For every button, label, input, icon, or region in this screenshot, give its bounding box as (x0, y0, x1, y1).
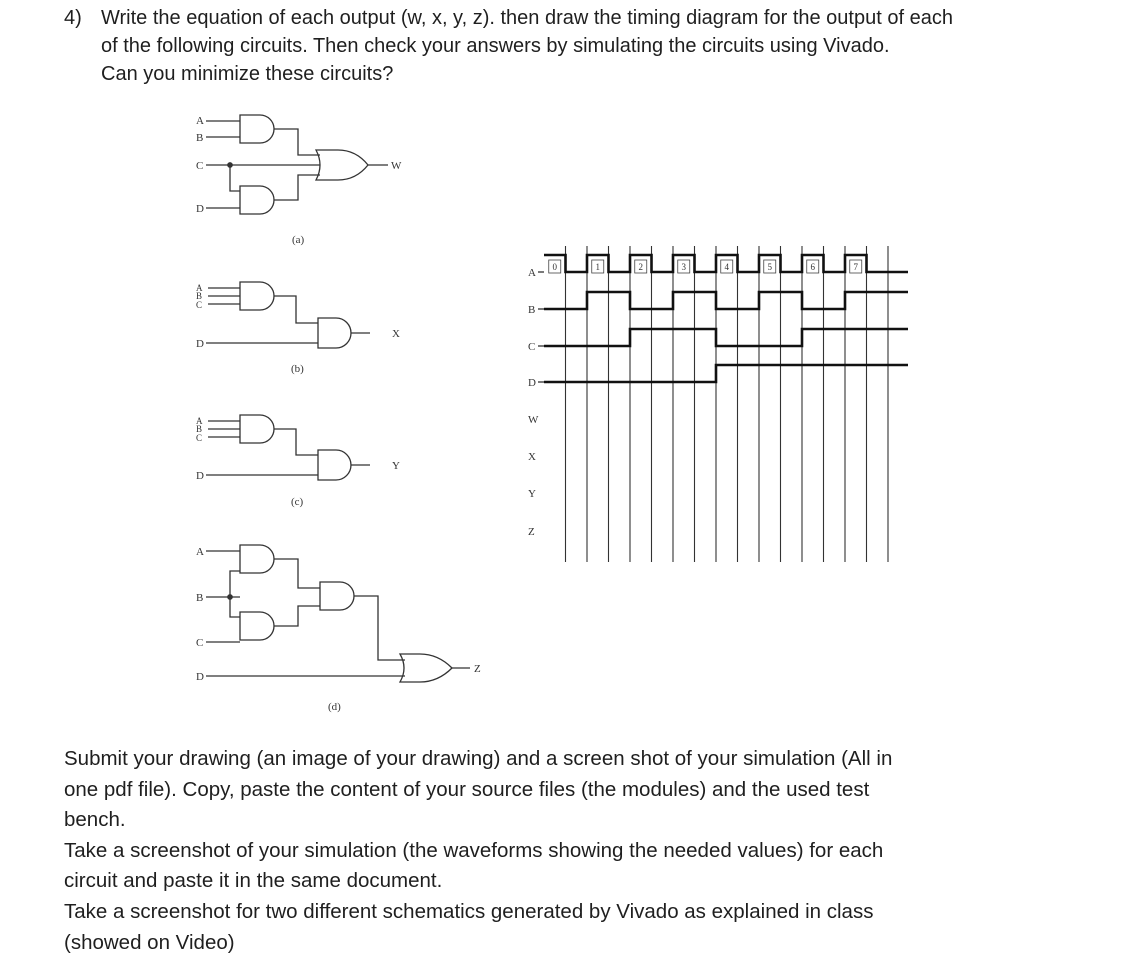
circuit-d (206, 545, 470, 682)
timing-label-x: X (528, 451, 536, 463)
interval-label: 7 (853, 262, 858, 272)
interval-label: 2 (638, 262, 643, 272)
circuit-d-input-C: C (196, 637, 204, 649)
circuit-a-and-gate-2 (240, 186, 274, 214)
instruction-line-1: Submit your drawing (an image of your drawing) and a screen shot of your simulation (All in (64, 747, 893, 770)
circuit-b-output: X (392, 328, 400, 340)
timing-label-z: Z (528, 526, 535, 538)
circuit-d-output: Z (474, 663, 481, 675)
waveform-d (544, 365, 908, 382)
circuit-b-input-C: C (196, 300, 203, 310)
circuit-d-and-gate-3 (320, 582, 354, 610)
question-line-2: of the following circuits. Then check your answers by simulating the circuits using Vivado. (101, 35, 890, 57)
circuit-c-input-D: D (196, 470, 204, 482)
waveform-b (544, 292, 908, 309)
circuit-c (206, 415, 370, 480)
circuit-a-and-gate-1 (240, 115, 274, 143)
circuit-b-caption: (b) (291, 363, 304, 375)
circuit-a-input-C: C (196, 160, 204, 172)
interval-label: 6 (810, 262, 815, 272)
question-line-3: Can you minimize these circuits? (101, 63, 394, 85)
circuit-d-input-A: A (196, 546, 204, 558)
timing-label-y: Y (528, 488, 536, 500)
timing-label-b: B (528, 304, 536, 316)
instruction-line-4: Take a screenshot of your simulation (the waveforms showing the needed values) for each (64, 838, 884, 862)
circuit-a (206, 115, 388, 214)
circuit-a-input-A: A (196, 115, 204, 127)
instruction-line-5: circuit and paste it in the same document. (64, 869, 443, 893)
interval-label: 5 (767, 262, 772, 272)
timing-label-d: D (528, 377, 536, 389)
timing-diagram (528, 246, 908, 562)
circuit-c-input-C: C (196, 433, 203, 443)
circuit-b-input-D: D (196, 338, 204, 350)
circuit-b-and-gate-2 (318, 318, 351, 348)
circuit-d-and-gate-2 (240, 612, 274, 640)
circuit-c-input-B: B (196, 424, 203, 434)
circuit-d-input-D: D (196, 671, 204, 683)
interval-label: 1 (595, 262, 600, 272)
circuit-a-or-gate (316, 150, 368, 180)
circuit-c-and-gate-2 (318, 450, 351, 480)
circuit-b-and-gate (240, 282, 274, 310)
circuit-b-input-B: B (196, 291, 203, 301)
circuit-b-input-A: A (196, 283, 203, 293)
timing-label-w: W (528, 414, 539, 426)
circuit-c-input-A: A (196, 416, 203, 426)
instruction-line-7: (showed on Video) (64, 930, 235, 954)
circuit-a-caption: (a) (292, 234, 305, 246)
circuit-b (206, 282, 370, 348)
interval-label: 0 (552, 262, 557, 272)
timing-label-a: A (528, 267, 536, 279)
circuit-d-caption: (d) (328, 701, 341, 713)
instructions-block (64, 744, 1064, 958)
circuit-d-and-gate-1 (240, 545, 274, 573)
circuit-a-input-D: D (196, 203, 204, 215)
timing-label-c: C (528, 341, 536, 353)
instruction-line-6: Take a screenshot for two different schematics generated by Vivado as explained in class (64, 899, 874, 923)
circuit-a-input-B: B (196, 132, 204, 144)
circuit-c-and-gate (240, 415, 274, 443)
question-line-1: Write the equation of each output (w, x, y, z). then draw the timing diagram for the output of each (101, 7, 953, 29)
circuit-d-input-B: B (196, 592, 204, 604)
interval-label: 4 (724, 262, 729, 272)
circuit-d-or-gate (400, 654, 452, 682)
circuit-a-output: W (391, 160, 402, 172)
circuit-c-output: Y (392, 460, 400, 472)
interval-label: 3 (681, 262, 686, 272)
instruction-line-2: one pdf file). Copy, paste the content of your source files (the modules) and the used test (64, 777, 870, 801)
circuit-c-caption: (c) (291, 496, 304, 508)
waveform-c (544, 329, 908, 346)
instruction-line-3: bench. (64, 808, 126, 832)
question-number: 4) (64, 7, 82, 29)
